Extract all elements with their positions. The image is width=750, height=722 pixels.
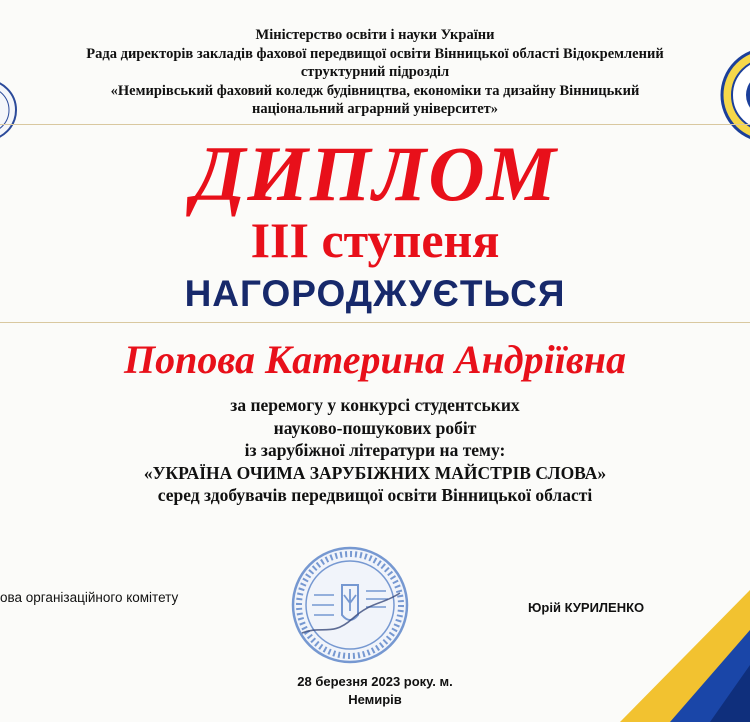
award-reason <box>0 394 750 507</box>
official-stamp-icon <box>282 545 418 665</box>
subdivision-line: структурний підрозділ <box>300 64 450 80</box>
reason-line-2: науково-пошукових робіт <box>273 417 477 438</box>
issue-date <box>0 673 750 709</box>
reason-line-3: із зарубіжної літератури на тему: <box>244 440 506 460</box>
diploma-title: ДИПЛОМ <box>192 130 558 217</box>
awarded-heading: НАГОРОДЖУЄТЬСЯ <box>184 273 566 314</box>
signatory-name: Юрій КУРИЛЕНКО <box>528 600 645 615</box>
university-line: національний аграрний університет» <box>251 101 499 117</box>
issuer-header <box>0 26 750 119</box>
contest-topic: «УКРАЇНА ОЧИМА ЗАРУБІЖНИХ МАЙСТРІВ СЛОВА» <box>143 462 607 483</box>
title-divider <box>0 322 750 323</box>
reason-line-1: за перемогу у конкурсі студентських <box>230 395 520 415</box>
header-divider <box>0 124 750 125</box>
recipient-name: Попова Катерина Андріївна <box>124 337 626 382</box>
city-line: Немирів <box>348 692 402 707</box>
diploma-degree: ІІІ ступеня <box>250 212 500 268</box>
council-line: Рада директорів закладів фахової передвищої освіти Вінницької області Відокремлений <box>86 45 664 62</box>
college-line: «Немирівський фаховий коледж будівництва, економіки та дизайну Вінницький <box>110 82 640 99</box>
reason-line-5: серед здобувачів передвищої освіти Вінницької області <box>157 485 593 505</box>
committee-chair-title: ова організаційного комітету <box>0 590 179 605</box>
ministry-line: Міністерство освіти і науки України <box>255 27 495 43</box>
date-line: 28 березня 2023 року. м. <box>297 674 453 689</box>
